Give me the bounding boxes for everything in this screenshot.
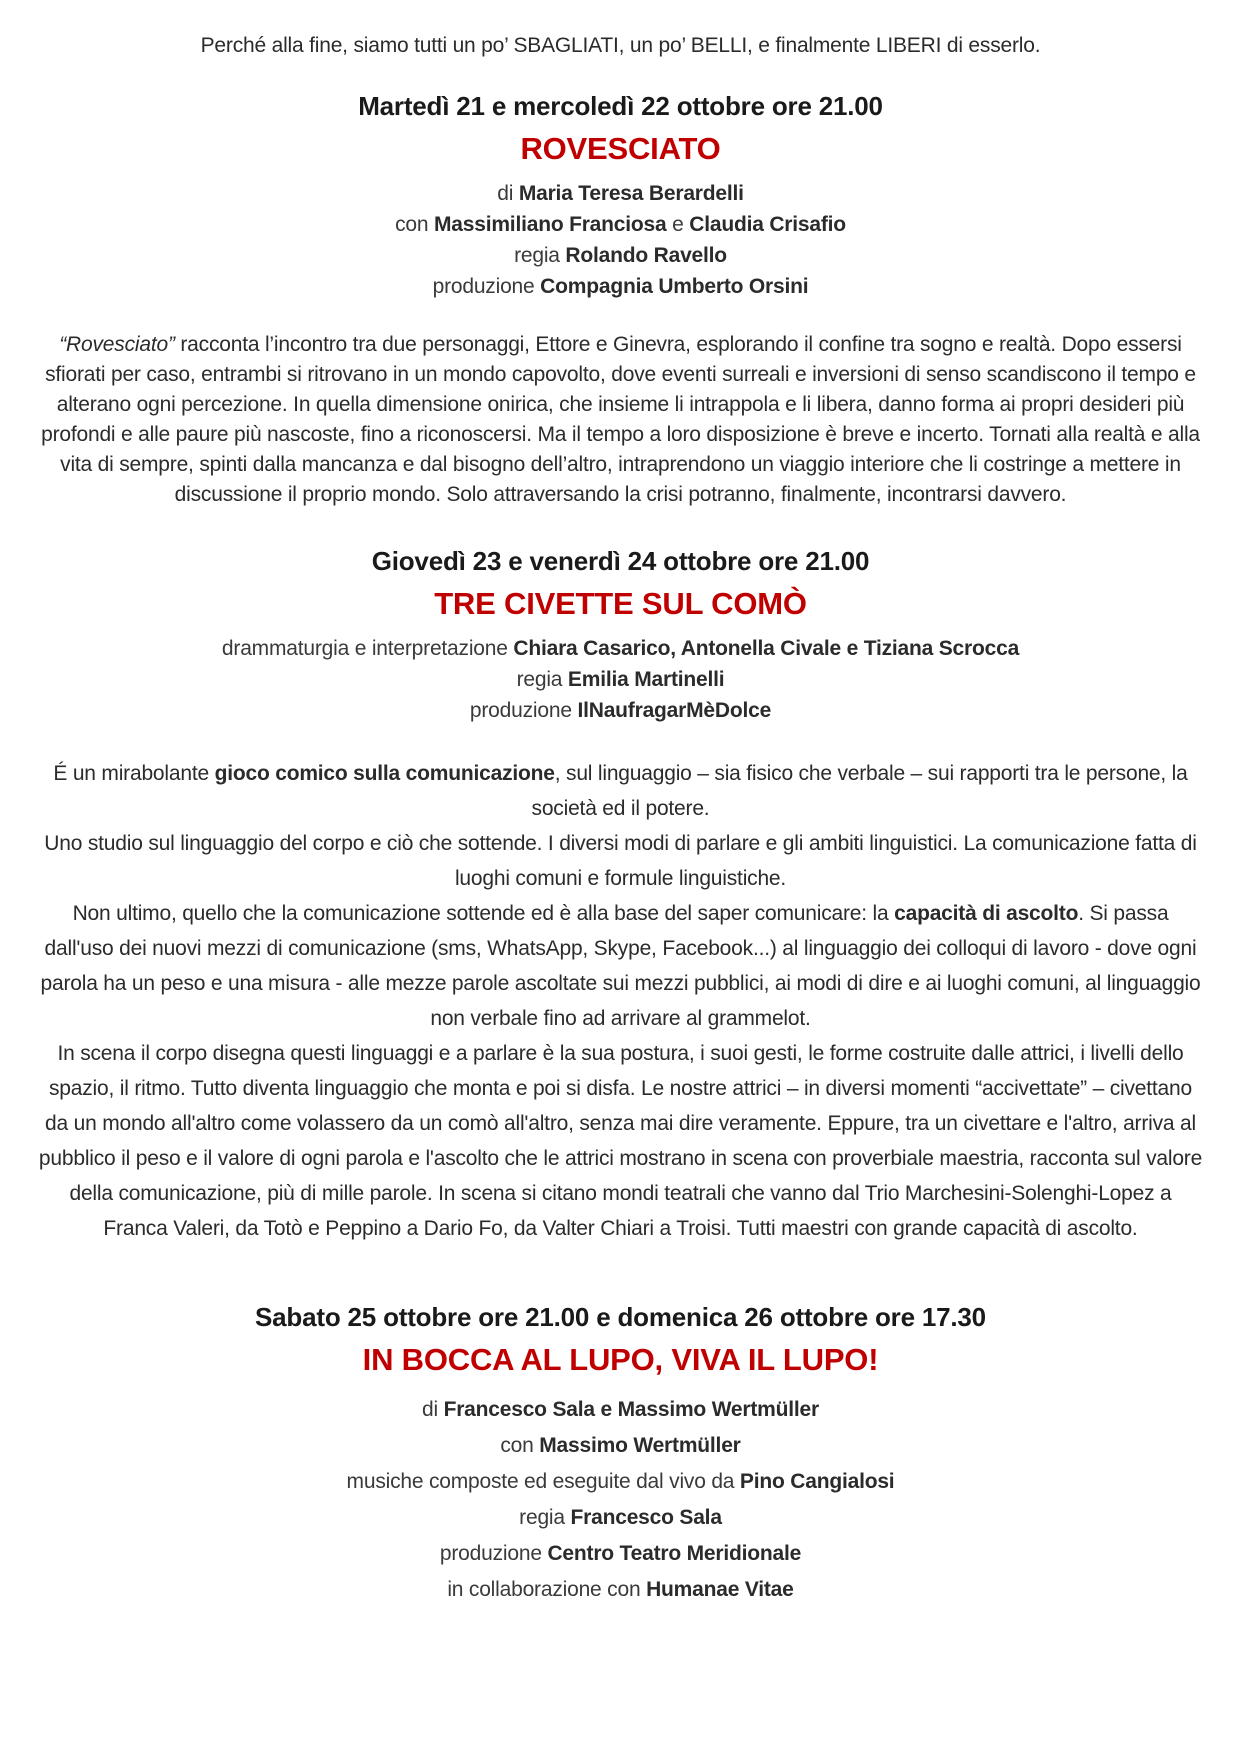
italic-title-reference: “Rovesciato” (59, 333, 175, 356)
credit-line-cast (38, 1428, 1203, 1464)
show-section-tre-civette (38, 544, 1203, 1246)
credit-line-author (38, 1392, 1203, 1428)
credit-role-label: regia (514, 244, 566, 267)
credit-name: Massimo Wertmüller (539, 1434, 741, 1457)
credit-role-label: produzione (439, 1542, 548, 1565)
description-text: Non ultimo, quello che la comunicazione sottende ed è alla base del saper comunicare: la (72, 902, 895, 925)
description-text: . Si passa dall'uso dei nuovi mezzi di comunicazione (sms, WhatsApp, Skype, Facebook...) al linguaggio dei colloqui di lavoro - dove ogni parola ha un peso e una misura - alle mezze parole ascoltate sui mezzi pubblici, ai modi di dire e ai luoghi comuni, al linguaggio non verbale fino ad arrivare al grammelot. (40, 902, 1201, 1030)
show-title: TRE CIVETTE SUL COMÒ (434, 586, 807, 621)
show-description-paragraph (38, 1036, 1203, 1246)
credit-line-director (38, 664, 1203, 695)
credit-role-label: drammaturgia e interpretazione (221, 637, 514, 660)
show-description-paragraph (38, 756, 1203, 826)
show-date: Giovedì 23 e venerdì 24 ottobre ore 21.00 (371, 546, 870, 576)
credit-role-label: di (497, 182, 519, 205)
credit-name: Massimiliano Franciosa (433, 213, 667, 236)
credits-block (38, 1392, 1203, 1608)
credit-line-director (38, 1500, 1203, 1536)
credit-name: Pino Cangialosi (739, 1470, 895, 1493)
credit-line-director (38, 240, 1203, 271)
show-description-paragraph (38, 826, 1203, 896)
credit-name: Maria Teresa Berardelli (518, 182, 744, 205)
credit-line-production (38, 1536, 1203, 1572)
description-text: In scena il corpo disegna questi linguaggi e a parlare è la sua postura, i suoi gesti, le forme costruite dalle attrici, i livelli dello spazio, il ritmo. Tutto diventa linguaggio che monta e poi si disfa. Le nostre attrici – in diversi momenti “accivettate” – civettano da un mondo all'altro come volassero da un comò all'altro, senza mai dire veramente. Eppure, tra un civettare e l'altro, arriva al pubblico il peso e il valore di ogni parola e l'ascolto che le attrici mostrano in scena con proverbiale maestria, racconta sul valore della comunicazione, più di mille parole. In scena si citano mondi teatrali che vanno dal Trio Marchesini-Solenghi-Lopez a Franca Valeri, da Totò e Peppino a Dario Fo, da Valter Chiari a Troisi. Tutti maestri con grande capacità di ascolto. (38, 1042, 1203, 1240)
credit-name: Humanae Vitae (646, 1578, 794, 1601)
show-description (38, 756, 1203, 1246)
credit-line-music (38, 1464, 1203, 1500)
credit-name: Francesco Sala (570, 1506, 722, 1529)
credit-name: Claudia Crisafio (689, 213, 846, 236)
credit-line-cast (38, 209, 1203, 240)
credit-name: IlNaufragarMèDolce (577, 699, 772, 722)
credit-role-label: in collaborazione con (447, 1578, 647, 1601)
credit-role-label: regia (516, 668, 568, 691)
credit-name: Chiara Casarico, Antonella Civale e Tiziana Scrocca (513, 637, 1020, 660)
credit-name: Centro Teatro Meridionale (547, 1542, 802, 1565)
show-description-paragraph (38, 896, 1203, 1036)
credit-line-author (38, 178, 1203, 209)
show-section-rovesciato (38, 89, 1203, 510)
credit-role-label: musiche composte ed eseguite dal vivo da (346, 1470, 740, 1493)
intro-quote: Perché alla fine, siamo tutti un po’ SBAGLIATI, un po’ BELLI, e finalmente LIBERI di esserlo. (200, 34, 1041, 57)
credit-role-label: con (500, 1434, 540, 1457)
credit-role-label: con (395, 213, 434, 236)
credits-block (38, 178, 1203, 302)
credit-line-production (38, 695, 1203, 726)
credit-name: Compagnia Umberto Orsini (540, 275, 809, 298)
credit-line-collaboration (38, 1572, 1203, 1608)
show-section-in-bocca-al-lupo (38, 1300, 1203, 1608)
credit-role-label: di (421, 1398, 444, 1421)
credit-line-production (38, 271, 1203, 302)
description-text: , sul linguaggio – sia fisico che verbale – sui rapporti tra le persone, la società ed il potere. (531, 762, 1188, 820)
credit-name: Emilia Martinelli (567, 668, 725, 691)
credit-connector: e (666, 213, 690, 236)
description-text: racconta l’incontro tra due personaggi, Ettore e Ginevra, esplorando il confine tra sogno e realtà. Dopo essersi sfiorati per caso, entrambi si ritrovano in un mondo capovolto, dove eventi surreali e inversioni di senso scandiscono il tempo e alterano ogni percezione. In quella dimensione onirica, che insieme li intrappola e li libera, danno forma ai propri desideri più profondi e alle paure più nascoste, fino a riconoscersi. Ma il tempo a loro disposizione è breve e incerto. Tornati alla realtà e alla vita di sempre, spinti dalla mancanza e dal bisogno dell’altro, intraprendono un viaggio interiore che li costringe a mettere in discussione il proprio mondo. Solo attraversando la crisi potranno, finalmente, incontrarsi davvero. (41, 333, 1200, 506)
show-title: ROVESCIATO (520, 131, 721, 166)
credit-role-label: regia (519, 1506, 571, 1529)
show-title: IN BOCCA AL LUPO, VIVA IL LUPO! (362, 1342, 879, 1377)
credits-block (38, 633, 1203, 726)
show-date: Martedì 21 e mercoledì 22 ottobre ore 21.00 (358, 91, 883, 121)
show-date: Sabato 25 ottobre ore 21.00 e domenica 26 ottobre ore 17.30 (255, 1302, 986, 1332)
credit-line-playwright-cast (38, 633, 1203, 664)
description-text: É un mirabolante (53, 762, 215, 785)
credit-name: Francesco Sala e Massimo Wertmüller (443, 1398, 820, 1421)
credit-role-label: produzione (432, 275, 541, 298)
bold-phrase: gioco comico sulla comunicazione (214, 762, 555, 785)
show-description-paragraph (38, 330, 1203, 510)
credit-name: Rolando Ravello (565, 244, 727, 267)
credit-role-label: produzione (469, 699, 578, 722)
bold-phrase: capacità di ascolto (894, 902, 1079, 925)
description-text: Uno studio sul linguaggio del corpo e ciò che sottende. I diversi modi di parlare e gli ambiti linguistici. La comunicazione fatta di luoghi comuni e formule linguistiche. (44, 832, 1197, 890)
